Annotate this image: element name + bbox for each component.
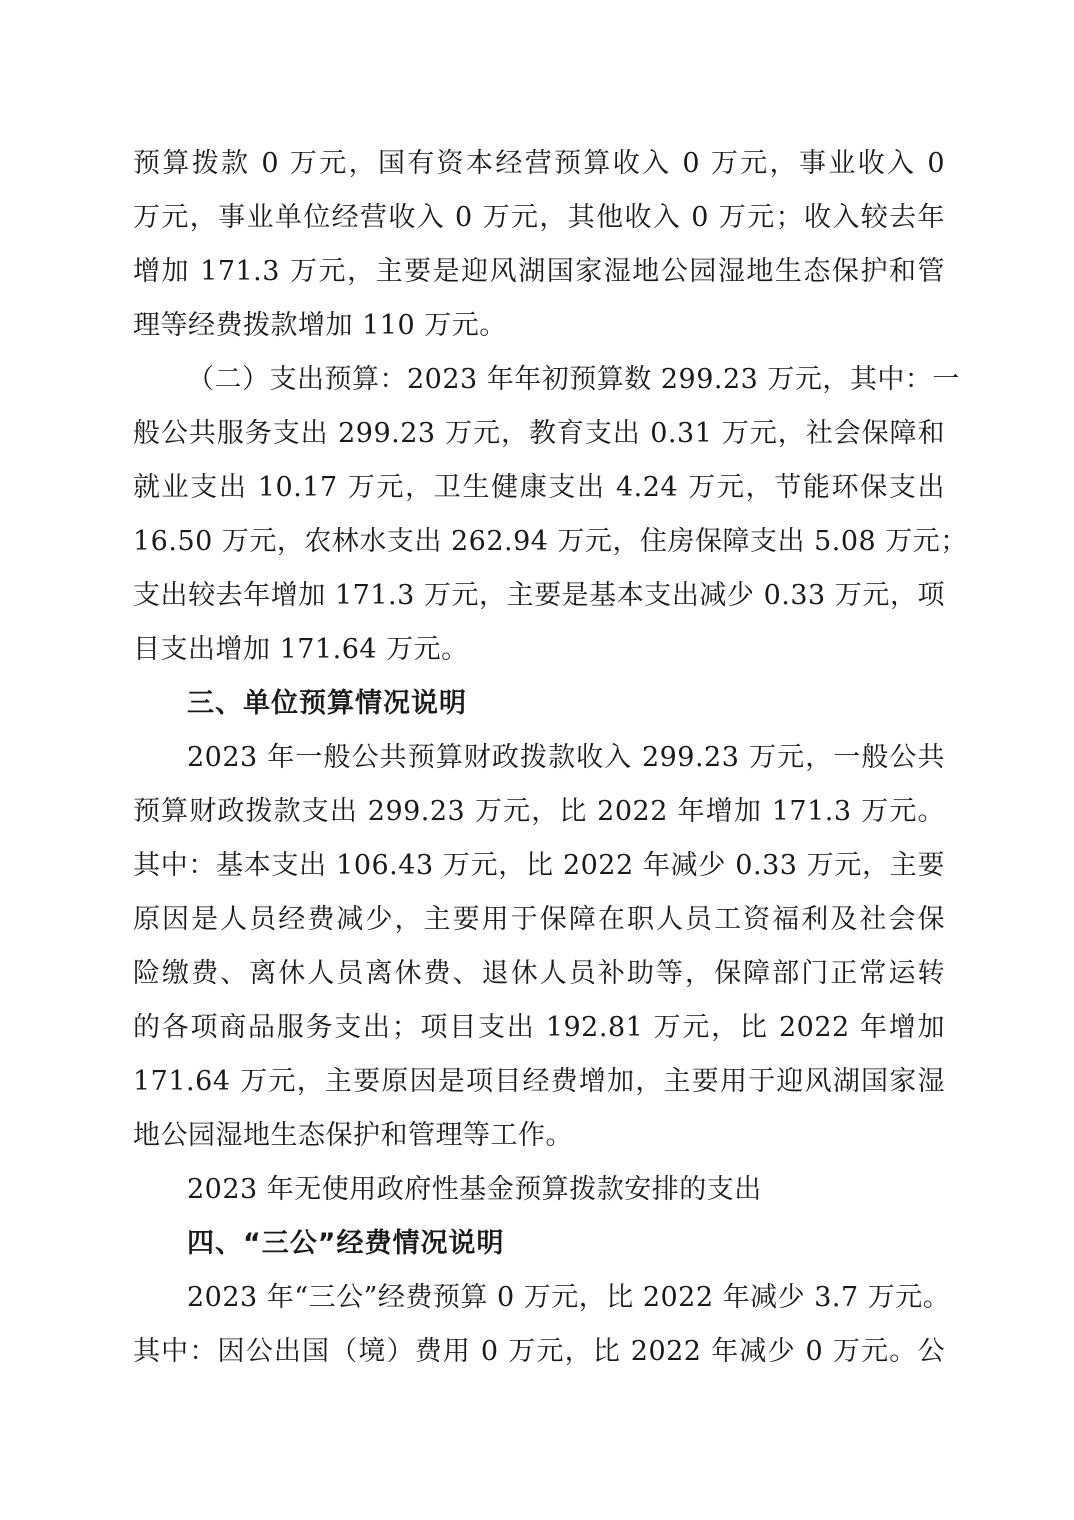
body-line: 预算拨款 0 万元，国有资本经营预算收入 0 万元，事业收入 0 [133,148,945,179]
section-heading: 三、单位预算情况说明 [187,688,467,719]
body-line: 支出较去年增加 171.3 万元，主要是基本支出减少 0.33 万元，项 [133,580,945,611]
body-line: 目支出增加 171.64 万元。 [133,634,469,665]
body-line: 其中：因公出国（境）费用 0 万元，比 2022 年减少 0 万元。公 [133,1336,945,1367]
body-line: 险缴费、离休人员离休费、退休人员补助等，保障部门正常运转 [133,958,945,989]
body-line: 万元，事业单位经营收入 0 万元，其他收入 0 万元；收入较去年 [133,202,945,233]
body-line: 171.64 万元，主要原因是项目经费增加，主要用于迎风湖国家湿 [133,1066,945,1097]
body-line: 16.50 万元，农林水支出 262.94 万元，住房保障支出 5.08 万元； [133,526,968,557]
body-line: 般公共服务支出 299.23 万元，教育支出 0.31 万元，社会保障和 [133,418,945,449]
body-line: 其中：基本支出 106.43 万元，比 2022 年减少 0.33 万元，主要 [133,850,945,881]
section-heading: 四、“三公”经费情况说明 [187,1228,505,1259]
body-line: 原因是人员经费减少，主要用于保障在职人员工资福利及社会保 [133,904,945,935]
body-line: （二）支出预算：2023 年年初预算数 299.23 万元，其中：一 [187,364,960,395]
body-line: 2023 年无使用政府性基金预算拨款安排的支出 [187,1174,762,1205]
body-line: 就业支出 10.17 万元，卫生健康支出 4.24 万元，节能环保支出 [133,472,945,503]
body-line: 地公园湿地生态保护和管理等工作。 [133,1120,573,1151]
body-line: 预算财政拨款支出 299.23 万元，比 2022 年增加 171.3 万元。 [133,796,945,827]
body-line: 的各项商品服务支出；项目支出 192.81 万元，比 2022 年增加 [133,1012,945,1043]
body-line: 2023 年一般公共预算财政拨款收入 299.23 万元，一般公共 [187,742,945,773]
body-line: 增加 171.3 万元，主要是迎风湖国家湿地公园湿地生态保护和管 [133,256,945,287]
body-line: 2023 年“三公”经费预算 0 万元，比 2022 年减少 3.7 万元。 [187,1282,951,1313]
body-line: 理等经费拨款增加 110 万元。 [133,310,507,341]
